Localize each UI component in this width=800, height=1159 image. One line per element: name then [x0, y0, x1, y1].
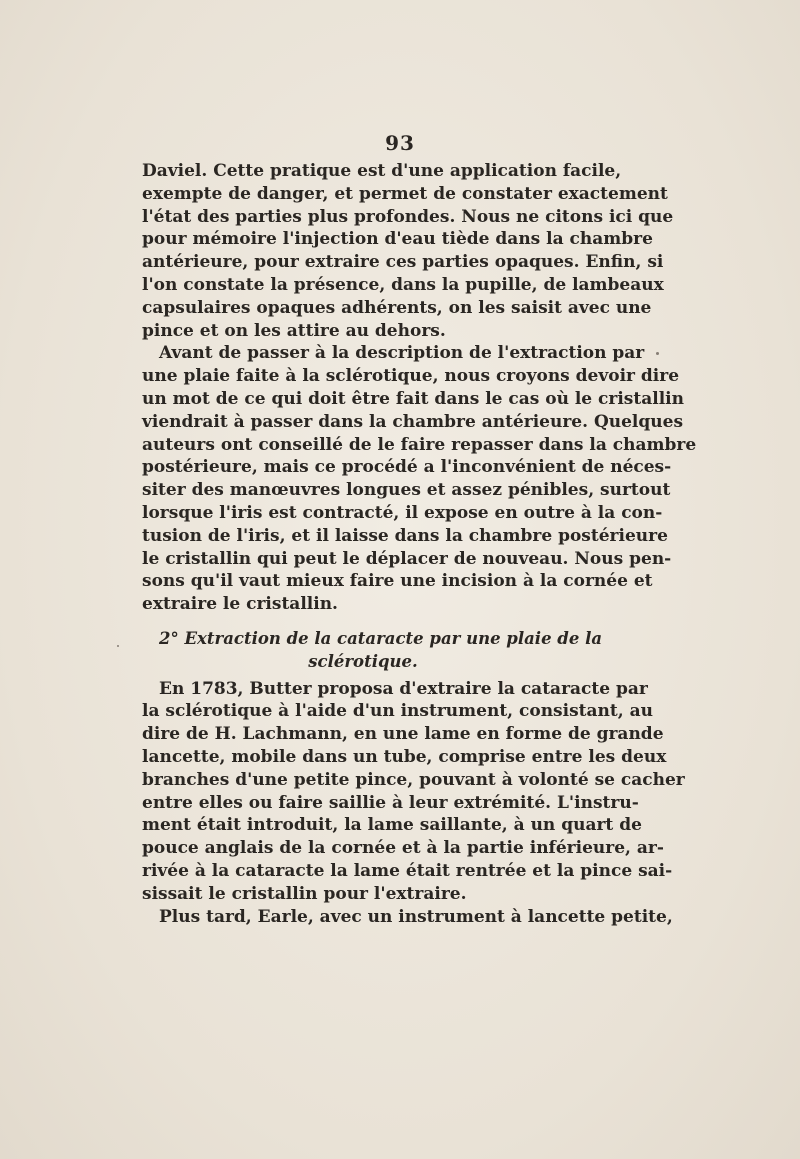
text-line: pour mémoire l'injection d'eau tiède dans la chambre: [142, 229, 653, 250]
text-line: viendrait à passer dans la chambre antérieure. Quelques: [142, 411, 684, 432]
section-title: [142, 628, 603, 674]
paragraph: [142, 906, 673, 929]
text-line: pouce anglais de la cornée et à la partie inférieure, ar-: [142, 838, 664, 859]
text-line: l'on constate la présence, dans la pupille, de lambeaux: [142, 274, 664, 295]
text-line: une plaie faite à la sclérotique, nous croyons devoir dire: [142, 366, 680, 387]
text-line: l'état des parties plus profondes. Nous ne citons ici que: [142, 206, 674, 227]
page-number: 93: [385, 131, 415, 155]
text-line: siter des manœuvres longues et assez pénibles, surtout: [142, 480, 671, 501]
text-line: un mot de ce qui doit être fait dans le cas où le cristallin: [142, 388, 684, 409]
section-title-line: 2° Extraction de la cataracte par une plaie de la: [159, 628, 603, 648]
text-line: tusion de l'iris, et il laisse dans la chambre postérieure: [142, 525, 668, 546]
text-line: branches d'une petite pince, pouvant à volonté se cacher: [142, 769, 685, 790]
body-text: [142, 160, 697, 928]
text-line: le cristallin qui peut le déplacer de nouveau. Nous pen-: [142, 548, 672, 569]
section-title-line: sclérotique.: [308, 651, 418, 671]
text-line: sons qu'il vaut mieux faire une incision à la cornée et: [142, 571, 653, 592]
text-line: la sclérotique à l'aide d'un instrument, consistant, au: [142, 701, 653, 722]
text-line: pince et on les attire au dehors.: [142, 320, 446, 341]
text-line: lorsque l'iris est contracté, il expose en outre à la con-: [142, 502, 663, 523]
paper-speck: [656, 352, 659, 355]
text-line: entre elles ou faire saillie à leur extrémité. L'instru-: [142, 792, 639, 813]
text-line: auteurs ont conseillé de le faire repasser dans la chambre: [142, 434, 697, 455]
paper-speck: [117, 645, 119, 647]
text-line: capsulaires opaques adhérents, on les saisit avec une: [142, 297, 652, 318]
text-line: Daviel. Cette pratique est d'une application facile,: [142, 161, 622, 181]
paragraph: [142, 342, 697, 616]
text-line: lancette, mobile dans un tube, comprise entre les deux: [142, 746, 667, 767]
text-line: sissait le cristallin pour l'extraire.: [142, 883, 467, 904]
text-line: ment était introduit, la lame saillante, à un quart de: [142, 815, 642, 836]
text-line: Plus tard, Earle, avec un instrument à lancette petite,: [159, 906, 673, 927]
text-line: rivée à la cataracte la lame était rentrée et la pince sai-: [142, 860, 673, 881]
paragraph: [142, 678, 685, 906]
text-line: exempte de danger, et permet de constater exactement: [142, 183, 668, 204]
text-line: En 1783, Butter proposa d'extraire la cataracte par: [159, 678, 648, 699]
text-line: Avant de passer à la description de l'extraction par: [159, 343, 645, 364]
paragraph: [142, 160, 674, 342]
text-line: antérieure, pour extraire ces parties opaques. Enfin, si: [142, 252, 664, 273]
text-line: extraire le cristallin.: [142, 594, 338, 615]
text-line: postérieure, mais ce procédé a l'inconvénient de néces-: [142, 457, 672, 478]
text-line: dire de H. Lachmann, en une lame en forme de grande: [142, 724, 664, 745]
